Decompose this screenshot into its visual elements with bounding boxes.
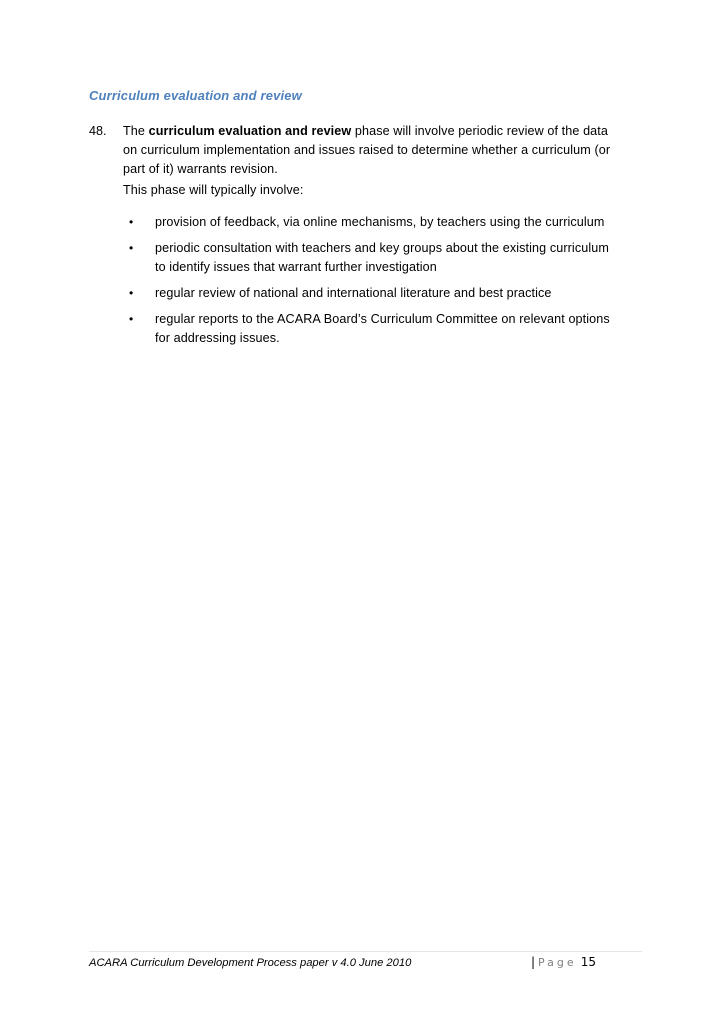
list-item [123,239,643,277]
list-item-line: for addressing issues. [155,331,280,345]
footer-divider [89,951,642,952]
paragraph-line-1 [123,122,643,141]
bold-phrase: curriculum evaluation and review [148,124,352,138]
bullet-icon: • [129,215,134,229]
list-item [123,213,643,232]
bullet-list [123,213,643,355]
page-number: 15 [580,955,596,969]
bullet-icon: • [129,286,134,300]
list-intro: This phase will typically involve: [123,183,304,197]
paragraph-lead: The [123,124,149,138]
paragraph-body [123,122,643,179]
list-item-text [155,213,643,232]
paragraph-number: 48. [89,124,107,138]
list-item-line: provision of feedback, via online mechanisms, by teachers using the curriculum [155,215,605,229]
list-item-line: periodic consultation with teachers and key groups about the existing curriculum [155,241,609,255]
paragraph-line-2: on curriculum implementation and issues raised to determine whether a curriculum (or [123,143,611,157]
page-label: Page [538,956,577,969]
list-item [123,310,643,348]
footer-document-title: ACARA Curriculum Development Process paper v 4.0 June 2010 [89,957,412,969]
list-item-text [155,284,643,303]
list-item-text [155,310,643,348]
footer-page-indicator [531,955,596,969]
bullet-icon: • [129,312,134,326]
list-item-line: to identify issues that warrant further investigation [155,260,437,274]
list-item [123,284,643,303]
list-item-line: regular review of national and international literature and best practice [155,286,552,300]
list-item-text [155,239,643,277]
list-item-line: regular reports to the ACARA Board’s Curriculum Committee on relevant options [155,312,610,326]
bullet-icon: • [129,241,134,255]
paragraph-line-3: part of it) warrants revision. [123,162,278,176]
section-heading: Curriculum evaluation and review [89,88,302,103]
paragraph-line-1-rest: phase will involve periodic review of the data [351,124,608,138]
footer-separator: | [531,955,536,969]
